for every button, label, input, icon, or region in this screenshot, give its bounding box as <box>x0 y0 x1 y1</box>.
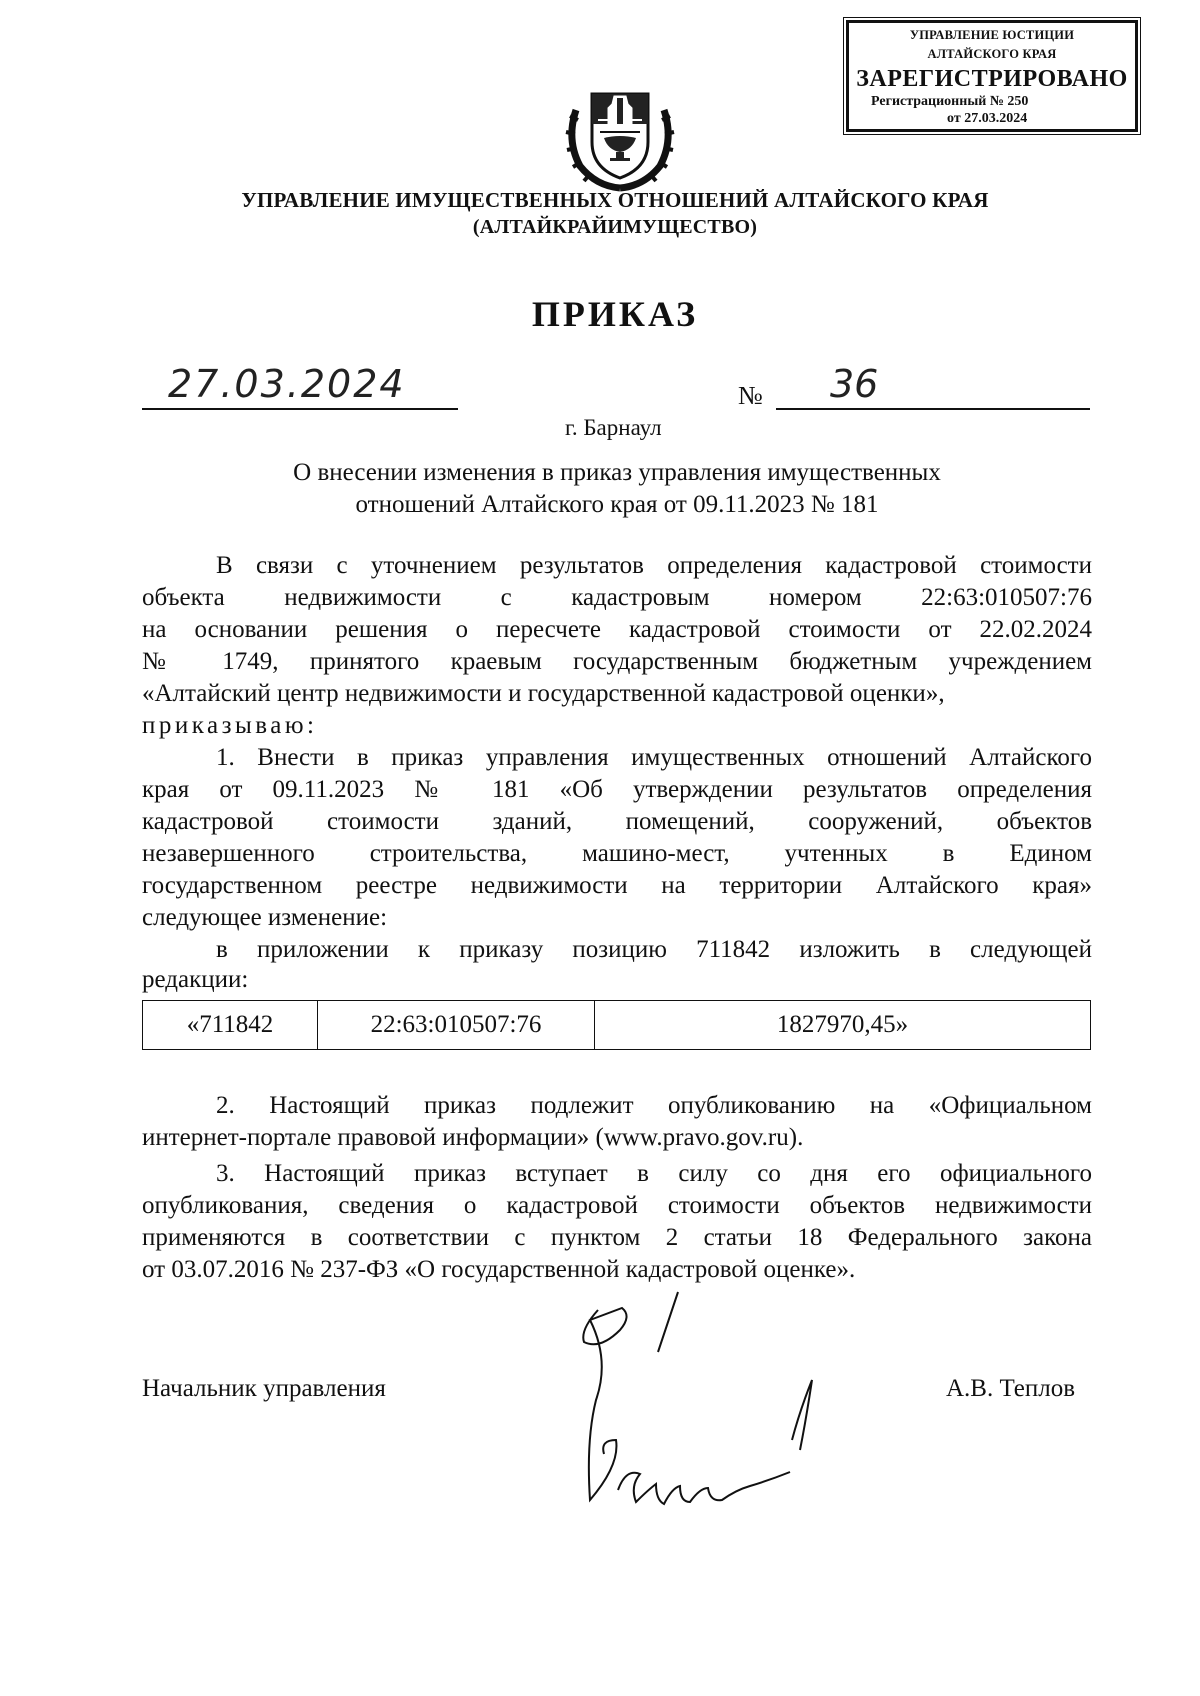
signatory-position: Начальник управления <box>142 1375 386 1402</box>
table-cell-value: 1827970,45» <box>595 1001 1091 1050</box>
paragraph1-line: «Алтайский центр недвижимости и государственной кадастровой оценки», <box>142 680 945 707</box>
org-name: УПРАВЛЕНИЕ ИМУЩЕСТВЕННЫХ ОТНОШЕНИЙ АЛТАЙСКОГО КРАЯ <box>241 188 989 212</box>
stamp-reg-number: Регистрационный № 250 <box>871 94 1029 109</box>
subject-line1: О внесении изменения в приказ управления имущественных <box>293 459 941 486</box>
item2-last-line: интернет-портале правовой информации» (www.pravo.gov.ru). <box>142 1124 804 1151</box>
stamp-org-line1: УПРАВЛЕНИЕ ЮСТИЦИИ <box>909 28 1075 42</box>
order-number-handwritten: 36 <box>830 362 879 406</box>
item3-line: 3. Настоящий приказ вступает в силу со дня его официального <box>216 1160 1092 1187</box>
stamp-reg-date: от 27.03.2024 <box>947 111 1028 126</box>
paragraph1-line: № 1749, принятого краевым государственным бюджетным учреждением <box>142 648 1092 675</box>
org-short-name: (АЛТАЙКРАЙИМУЩЕСТВО) <box>472 216 758 238</box>
handwritten-signature <box>560 1290 860 1520</box>
item1-line: незавершенного строительства, машино-мест, учтенных в Едином <box>142 840 1092 867</box>
item1-last-line: следующее изменение: <box>142 904 388 931</box>
paragraph1-line: на основании решения о пересчете кадастровой стоимости от 22.02.2024 <box>142 616 1092 643</box>
item1-line: кадастровой стоимости зданий, помещений, сооружений, объектов <box>142 808 1092 835</box>
item1-sub-line: в приложении к приказу позицию 711842 изложить в следующей <box>216 936 1092 963</box>
number-underline <box>776 408 1090 410</box>
number-sign: № <box>738 381 763 410</box>
table-cell-position: «711842 <box>143 1001 318 1050</box>
altai-krai-coat-of-arms-icon <box>562 80 678 192</box>
paragraph1-line: В связи с уточнением результатов определения кадастровой стоимости <box>216 552 1092 579</box>
item1-line: края от 09.11.2023 № 181 «Об утверждении результатов определения <box>142 776 1092 803</box>
registration-stamp <box>846 20 1138 132</box>
stamp-org-line2: АЛТАЙСКОГО КРАЯ <box>927 47 1057 61</box>
position-table <box>142 1000 1091 1050</box>
table-row <box>143 1001 1091 1050</box>
item3-line: опубликования, сведения о кадастровой стоимости объектов недвижимости <box>142 1192 1092 1219</box>
subject-line2: отношений Алтайского края от 09.11.2023 № 181 <box>355 491 879 518</box>
stamp-status: ЗАРЕГИСТРИРОВАНО <box>856 66 1128 92</box>
paragraph1-line: объекта недвижимости с кадастровым номером 22:63:010507:76 <box>142 584 1092 611</box>
document-type-title: ПРИКАЗ <box>531 294 699 334</box>
city: г. Барнаул <box>565 415 662 440</box>
table-cell-cadastral-number: 22:63:010507:76 <box>318 1001 595 1050</box>
item3-line: применяются в соответствии с пунктом 2 статьи 18 Федерального закона <box>142 1224 1092 1251</box>
item1-line: государственном реестре недвижимости на территории Алтайского края» <box>142 872 1092 899</box>
item3-last-line: от 03.07.2016 № 237-ФЗ «О государственной кадастровой оценке». <box>142 1256 856 1283</box>
item1-sub-last-line: редакции: <box>142 966 249 993</box>
item2-line: 2. Настоящий приказ подлежит опубликованию на «Официальном <box>216 1092 1092 1119</box>
order-word: приказываю: <box>142 712 318 739</box>
signatory-name: А.В. Теплов <box>946 1375 1076 1402</box>
date-underline <box>142 408 458 410</box>
order-date-handwritten: 27.03.2024 <box>168 362 406 406</box>
item1-line: 1. Внести в приказ управления имущественных отношений Алтайского <box>216 744 1092 771</box>
